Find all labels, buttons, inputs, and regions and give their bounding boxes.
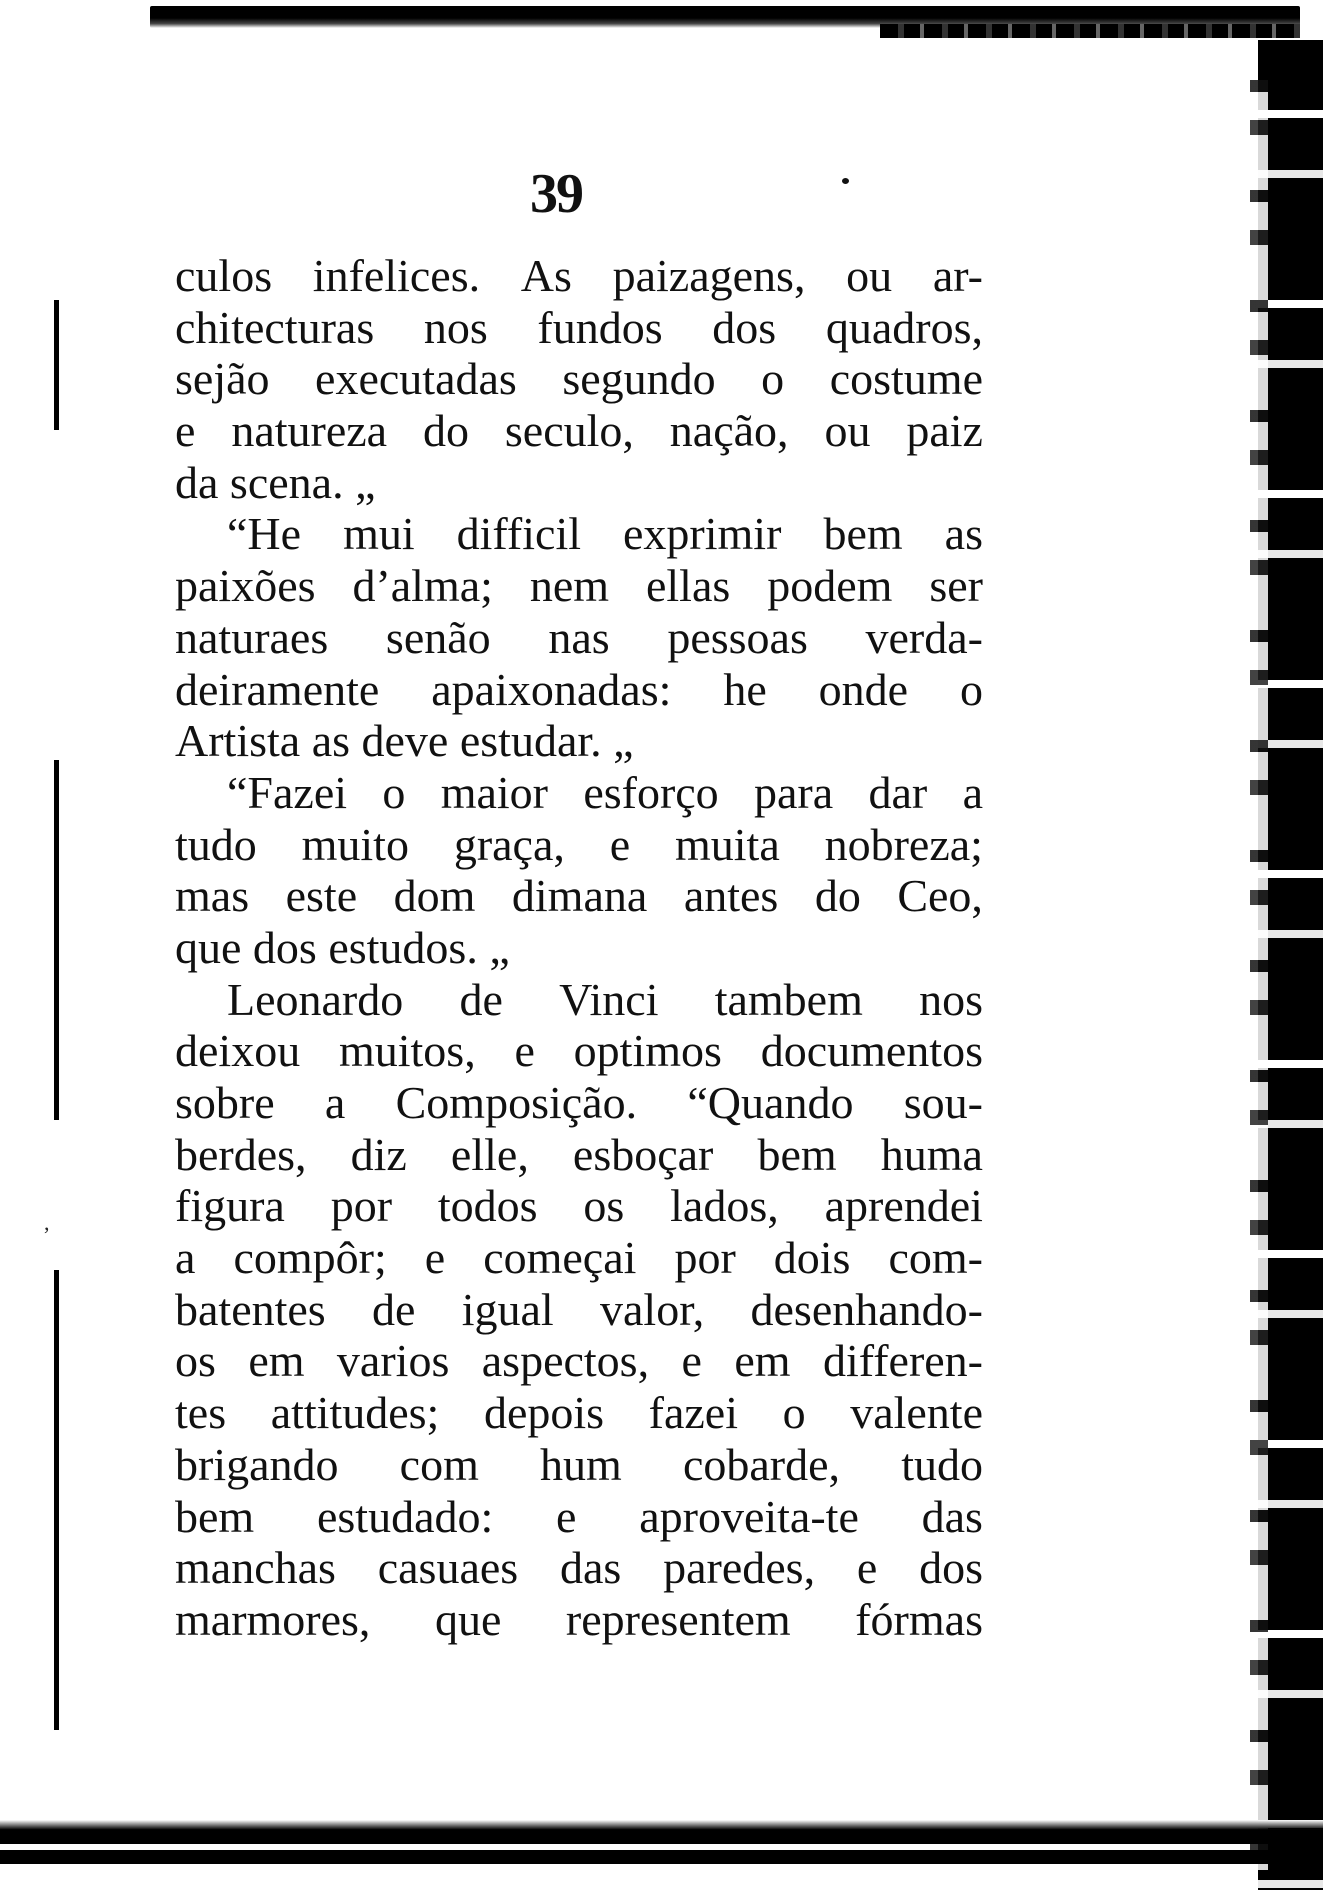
word: dimana — [511, 870, 648, 922]
text-line — [175, 250, 983, 302]
word: e — [556, 1490, 577, 1542]
word: dois — [773, 1232, 851, 1284]
text-line — [175, 819, 983, 871]
word: Composição. — [395, 1077, 638, 1128]
text-line — [175, 664, 983, 716]
word: nos — [919, 973, 983, 1025]
word: deixou — [175, 1025, 301, 1077]
word: por — [330, 1180, 393, 1232]
text-line — [175, 1025, 983, 1077]
word: valor, — [600, 1283, 705, 1335]
word: nas — [548, 611, 610, 663]
text-line — [175, 1542, 983, 1594]
word: e — [609, 818, 631, 870]
body-text — [175, 250, 983, 1646]
word: paizagens, — [612, 250, 806, 301]
left-margin-mark — [54, 300, 59, 430]
word: quadros, — [825, 301, 983, 353]
word: As — [520, 250, 572, 301]
word: esboçar — [572, 1128, 714, 1180]
word: das — [921, 1490, 983, 1542]
left-margin-mark — [54, 760, 59, 1120]
word: maior — [440, 766, 548, 818]
word: tudo — [175, 818, 257, 870]
word: naturaes — [175, 611, 329, 663]
word: mas — [175, 870, 250, 922]
word: diz — [350, 1128, 407, 1180]
text-line: Artista as deve estudar. „ — [175, 715, 634, 767]
word: attitudes; — [270, 1387, 440, 1439]
word: por — [674, 1232, 736, 1284]
word: paredes, — [663, 1542, 816, 1594]
text-line — [175, 1387, 983, 1439]
word: os — [583, 1180, 625, 1232]
word: que — [434, 1593, 502, 1645]
word: e — [681, 1335, 702, 1387]
word: marmores, — [175, 1593, 371, 1645]
word: cobarde, — [682, 1438, 841, 1490]
word: com — [399, 1438, 479, 1490]
word: sobre — [175, 1077, 275, 1128]
word: a — [324, 1077, 346, 1128]
word: aspectos, — [481, 1335, 650, 1387]
word: desenhando- — [750, 1283, 983, 1335]
text-line — [175, 1232, 983, 1284]
word: berdes, — [175, 1128, 307, 1180]
word: huma — [880, 1128, 983, 1180]
word: differen- — [822, 1335, 983, 1387]
word: aprendei — [824, 1180, 983, 1232]
word: podem — [767, 560, 893, 612]
word: e — [175, 405, 196, 457]
word: depois — [483, 1387, 605, 1439]
word: dar — [868, 766, 928, 818]
word: graça, — [453, 818, 565, 870]
word: do — [422, 405, 469, 457]
word: d’alma; — [352, 560, 493, 612]
text-line — [175, 560, 983, 612]
word: “Quando — [687, 1077, 854, 1128]
word: representem — [565, 1593, 791, 1645]
text-line: que dos estudos. „ — [175, 921, 510, 973]
word: “Fazei — [227, 766, 348, 818]
word: “He — [227, 508, 302, 560]
word: ar- — [932, 250, 983, 301]
word: dos — [712, 301, 777, 353]
word: dom — [393, 870, 476, 922]
word: antes — [683, 870, 779, 922]
word: exprimir — [623, 508, 782, 560]
word: com- — [888, 1232, 983, 1284]
bottom-scan-border-lower — [0, 1850, 1323, 1864]
text-line — [175, 767, 983, 819]
word: batentes — [175, 1283, 326, 1335]
word: do — [814, 870, 861, 922]
text-line — [175, 1284, 983, 1336]
word: seculo, — [504, 405, 634, 457]
word: igual — [461, 1283, 554, 1335]
word: esforço — [583, 766, 719, 818]
word: muitos, — [338, 1025, 476, 1077]
bottom-scan-border — [0, 1820, 1323, 1844]
word: paixões — [175, 560, 316, 612]
word: o — [382, 766, 406, 818]
word: figura — [175, 1180, 285, 1232]
word: documentos — [760, 1025, 983, 1077]
text-line — [175, 1439, 983, 1491]
word: e — [424, 1232, 446, 1284]
text-line — [175, 508, 983, 560]
word: tambem — [714, 973, 863, 1025]
word: bem — [175, 1490, 255, 1542]
stray-ink-mark — [842, 178, 849, 184]
word: Ceo, — [897, 870, 983, 922]
text-line — [175, 1594, 983, 1646]
word: o — [761, 353, 785, 405]
word: fórmas — [855, 1593, 983, 1645]
word: manchas — [175, 1542, 336, 1594]
text-line — [175, 353, 983, 405]
text-line — [175, 302, 983, 354]
word: fazei — [648, 1387, 738, 1439]
word: infelices. — [312, 250, 481, 301]
word: chitecturas — [175, 301, 375, 353]
word: Leonardo — [227, 973, 404, 1025]
word: optimos — [573, 1025, 722, 1077]
word: muito — [301, 818, 409, 870]
word: para — [754, 766, 834, 818]
word: elle, — [450, 1128, 529, 1180]
word: nos — [423, 301, 488, 353]
text-line — [175, 974, 983, 1026]
word: este — [285, 870, 358, 922]
word: ou — [846, 250, 893, 301]
word: das — [559, 1542, 622, 1594]
word: segundo — [562, 353, 716, 405]
word: nem — [529, 560, 610, 612]
word: verda- — [865, 611, 983, 663]
top-scan-border-tail — [880, 24, 1300, 38]
word: a — [962, 766, 983, 818]
word: he — [723, 663, 767, 715]
word: de — [372, 1283, 416, 1335]
word: onde — [818, 663, 909, 715]
word: mui — [343, 508, 415, 560]
word: casuaes — [377, 1542, 519, 1594]
word: lados, — [670, 1180, 779, 1232]
word: hum — [540, 1438, 622, 1490]
word: de — [459, 973, 503, 1025]
text-line: da scena. „ — [175, 456, 376, 508]
word: brigando — [175, 1438, 339, 1490]
text-line — [175, 405, 983, 457]
word: paiz — [906, 405, 983, 457]
text-line — [175, 612, 983, 664]
word: natureza — [231, 405, 388, 457]
word: sejão — [175, 353, 270, 405]
text-line — [175, 1491, 983, 1543]
text-line — [175, 1335, 983, 1387]
word: começai — [483, 1232, 637, 1284]
left-margin-mark — [54, 1270, 59, 1730]
word: pessoas — [667, 611, 808, 663]
right-scan-border-inner — [1250, 80, 1268, 1870]
word: estudado: — [316, 1490, 494, 1542]
word: compôr; — [233, 1232, 387, 1284]
word: dos — [919, 1542, 983, 1594]
word: apaixonadas: — [431, 663, 672, 715]
word: a — [175, 1232, 196, 1284]
text-line — [175, 1180, 983, 1232]
word: tudo — [901, 1438, 983, 1490]
word: tes — [175, 1387, 227, 1439]
word: o — [960, 663, 983, 715]
word: ellas — [645, 560, 731, 612]
text-line — [175, 870, 983, 922]
word: muita — [675, 818, 780, 870]
word: difficil — [456, 508, 581, 560]
word: em — [734, 1335, 791, 1387]
word: ser — [929, 560, 983, 612]
word: valente — [850, 1387, 983, 1439]
word: executadas — [315, 353, 517, 405]
word: culos — [175, 250, 273, 301]
word: nobreza; — [824, 818, 983, 870]
word: os — [175, 1335, 216, 1387]
word: e — [856, 1542, 878, 1594]
word: todos — [437, 1180, 538, 1232]
word: o — [782, 1387, 806, 1439]
word: bem — [757, 1128, 837, 1180]
word: e — [514, 1025, 535, 1077]
word: nação, — [669, 405, 789, 457]
text-line — [175, 1077, 983, 1129]
word: Vinci — [559, 973, 659, 1025]
word: sou- — [903, 1077, 983, 1128]
word: bem — [823, 508, 903, 560]
word: aproveita-te — [639, 1490, 859, 1542]
text-line — [175, 1129, 983, 1181]
word: varios — [336, 1335, 450, 1387]
word: senão — [385, 611, 491, 663]
word: costume — [829, 353, 983, 405]
left-margin-speck: , — [44, 1210, 50, 1235]
word: deiramente — [175, 663, 380, 715]
word: fundos — [537, 301, 663, 353]
word: ou — [824, 405, 871, 457]
page-number: 39 — [530, 163, 582, 225]
word: em — [248, 1335, 305, 1387]
word: as — [944, 508, 983, 560]
